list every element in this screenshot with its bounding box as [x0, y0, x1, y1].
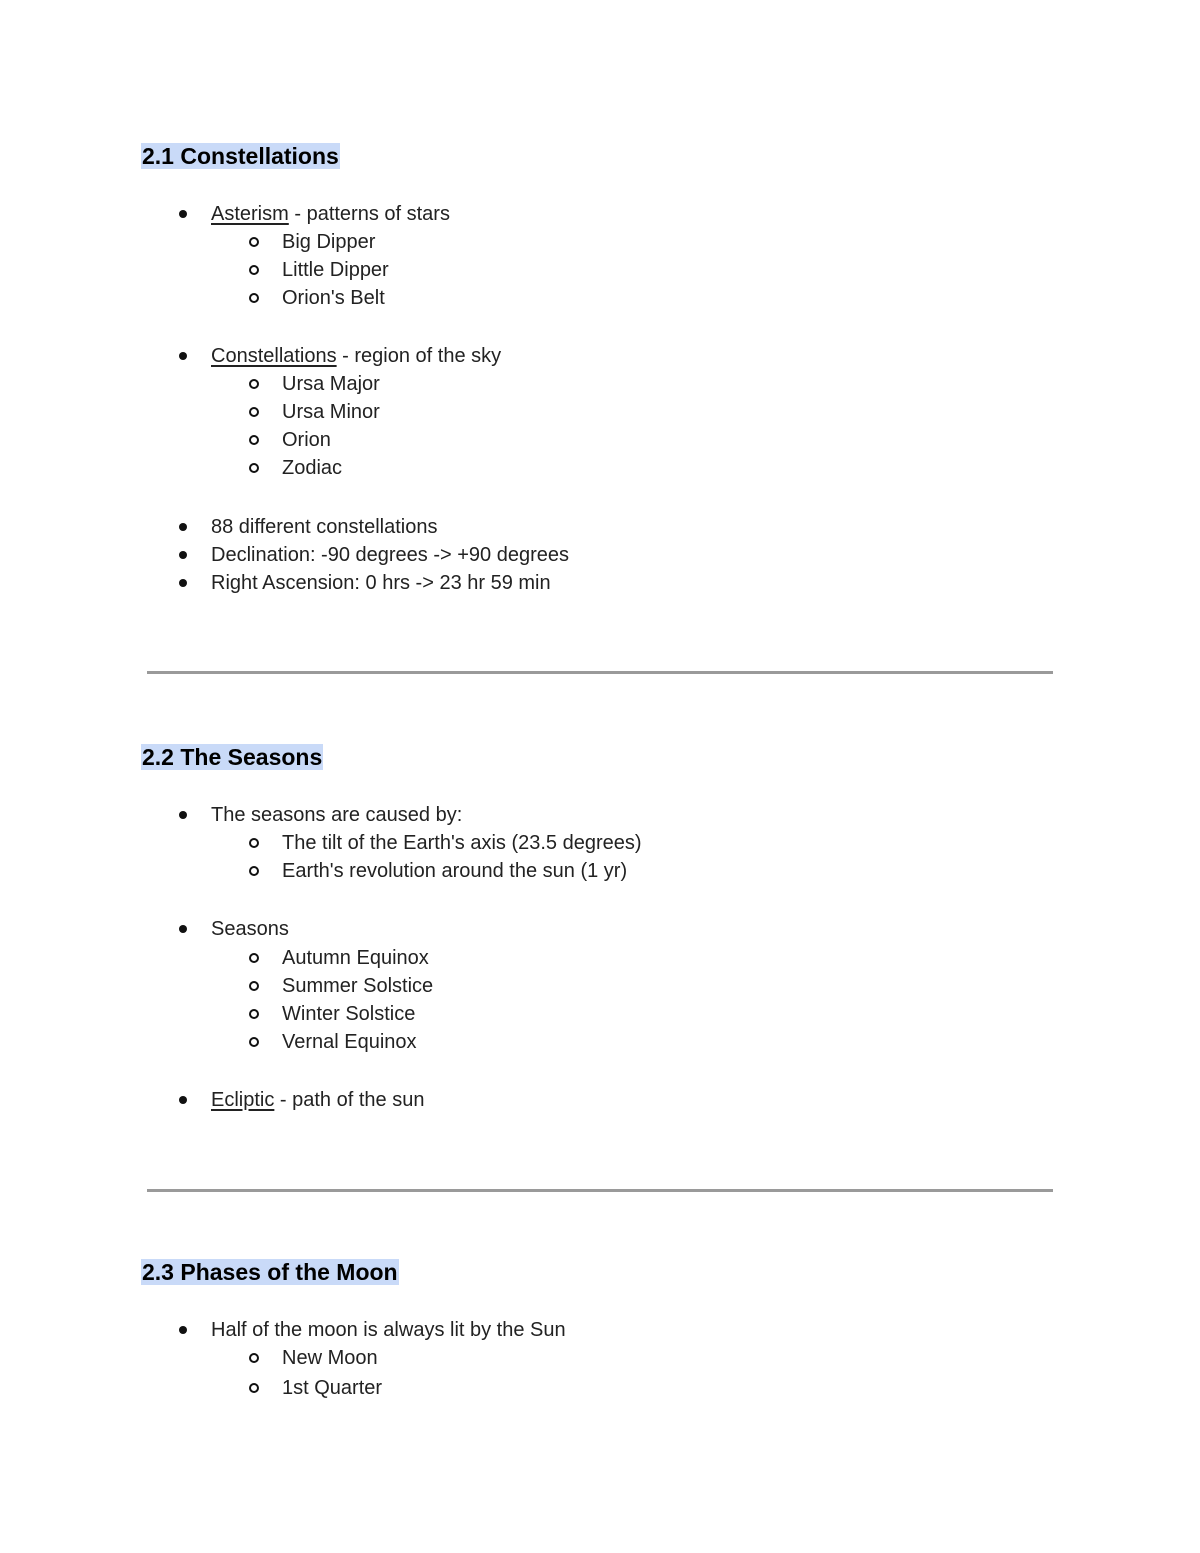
- bullet-icon: [179, 523, 187, 531]
- circle-bullet-icon: [249, 981, 259, 991]
- sub-item-text: Summer Solstice: [282, 975, 434, 997]
- list-item-text: Declination: -90 degrees -> +90 degrees: [211, 544, 570, 566]
- section-heading-moon-phases: [141, 1257, 399, 1287]
- sub-item: [282, 1028, 417, 1056]
- sub-item: [282, 284, 385, 312]
- circle-bullet-icon: [249, 1037, 259, 1047]
- sub-item: [282, 1374, 382, 1402]
- sub-item-text: New Moon: [282, 1347, 378, 1369]
- term-constellations: Constellations: [211, 345, 337, 367]
- sub-item-text: Ursa Major: [282, 373, 380, 395]
- list-item: [211, 915, 289, 943]
- circle-bullet-icon: [249, 293, 259, 303]
- circle-bullet-icon: [249, 435, 259, 445]
- sub-item: [282, 857, 627, 885]
- heading-text: 2.1 Constellations: [142, 143, 339, 169]
- sub-item: [282, 398, 380, 426]
- term-ecliptic: Ecliptic: [211, 1089, 275, 1111]
- list-item: [211, 569, 551, 597]
- circle-bullet-icon: [249, 1353, 259, 1363]
- bullet-icon: [179, 579, 187, 587]
- list-item-text: 88 different constellations: [211, 516, 438, 538]
- sub-item-text: Zodiac: [282, 457, 343, 479]
- sub-item: [282, 370, 380, 398]
- horizontal-divider: [147, 671, 1053, 674]
- sub-item: [282, 426, 331, 454]
- definition: - region of the sky: [336, 345, 502, 367]
- sub-item-text: Orion's Belt: [282, 287, 385, 309]
- sub-item-text: Orion: [282, 429, 331, 451]
- bullet-icon: [179, 1096, 187, 1104]
- bullet-icon: [179, 925, 187, 933]
- sub-item: [282, 454, 342, 482]
- list-item: [211, 541, 569, 569]
- bullet-icon: [179, 352, 187, 360]
- list-item-asterism: [211, 200, 450, 228]
- list-item: [211, 513, 437, 541]
- sub-item: [282, 1000, 415, 1028]
- definition: - path of the sun: [274, 1089, 425, 1111]
- circle-bullet-icon: [249, 407, 259, 417]
- circle-bullet-icon: [249, 838, 259, 848]
- list-item-text: Seasons: [211, 918, 289, 940]
- circle-bullet-icon: [249, 866, 259, 876]
- sub-item: [282, 1344, 378, 1372]
- bullet-icon: [179, 1326, 187, 1334]
- sub-item-text: Ursa Minor: [282, 401, 380, 423]
- sub-item-text: Little Dipper: [282, 259, 389, 281]
- circle-bullet-icon: [249, 953, 259, 963]
- bullet-icon: [179, 210, 187, 218]
- definition: - patterns of stars: [288, 203, 450, 225]
- list-item-text: Half of the moon is always lit by the Sun: [211, 1319, 566, 1341]
- heading-text: 2.2 The Seasons: [142, 744, 323, 770]
- list-item-ecliptic: [211, 1086, 424, 1114]
- list-item-constellations: [211, 342, 501, 370]
- sub-item-text: Big Dipper: [282, 231, 376, 253]
- sub-item: [282, 972, 433, 1000]
- sub-item-text: Vernal Equinox: [282, 1031, 417, 1053]
- section-heading-seasons: [141, 742, 323, 772]
- sub-item-text: Winter Solstice: [282, 1003, 416, 1025]
- list-item-text: The seasons are caused by:: [211, 804, 463, 826]
- horizontal-divider: [147, 1189, 1053, 1192]
- heading-text: 2.3 Phases of the Moon: [142, 1259, 398, 1285]
- term-asterism: Asterism: [211, 203, 289, 225]
- circle-bullet-icon: [249, 265, 259, 275]
- circle-bullet-icon: [249, 237, 259, 247]
- sub-item-text: The tilt of the Earth's axis (23.5 degrees): [282, 832, 642, 854]
- bullet-icon: [179, 811, 187, 819]
- sub-item: [282, 829, 642, 857]
- circle-bullet-icon: [249, 463, 259, 473]
- circle-bullet-icon: [249, 1009, 259, 1019]
- circle-bullet-icon: [249, 379, 259, 389]
- sub-item-text: Autumn Equinox: [282, 947, 429, 969]
- circle-bullet-icon: [249, 1383, 259, 1393]
- section-heading-constellations: [141, 141, 340, 171]
- list-item-text: Right Ascension: 0 hrs -> 23 hr 59 min: [211, 572, 551, 594]
- sub-item: [282, 944, 429, 972]
- sub-item: [282, 256, 389, 284]
- list-item: [211, 801, 462, 829]
- list-item: [211, 1316, 566, 1344]
- bullet-icon: [179, 551, 187, 559]
- sub-item: [282, 228, 375, 256]
- sub-item-text: Earth's revolution around the sun (1 yr): [282, 860, 628, 882]
- sub-item-text: 1st Quarter: [282, 1377, 383, 1399]
